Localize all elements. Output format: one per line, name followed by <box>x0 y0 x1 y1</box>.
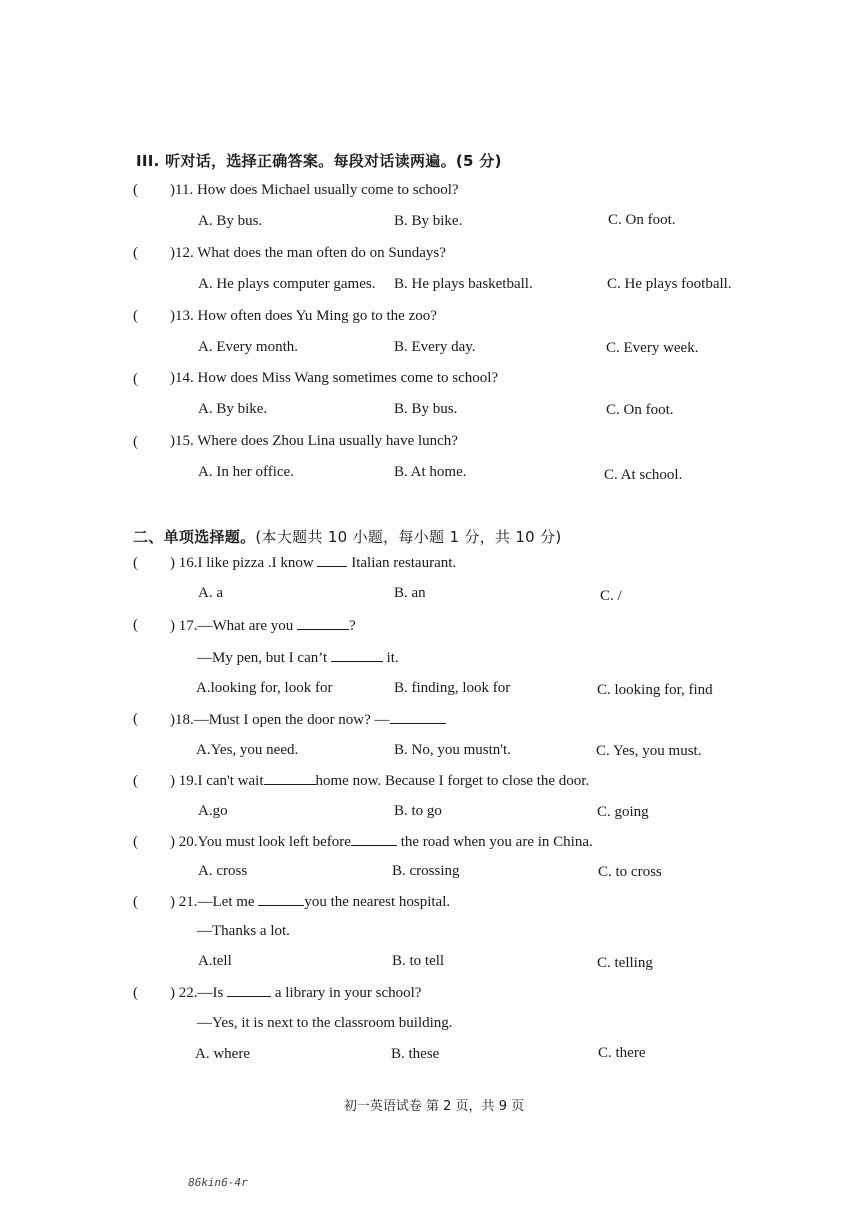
option-15-a: A. In her office. <box>198 464 294 480</box>
question-11: )11. How does Michael usually come to school? <box>170 182 459 198</box>
section-2-note: (本大题共 10 小题，每小题 1 分，共 10 分) <box>255 528 562 546</box>
option-16-c: C. / <box>600 588 622 604</box>
question-21-line-2: —Thanks a lot. <box>197 923 290 939</box>
option-19-c: C. going <box>597 804 649 820</box>
section-2-heading <box>133 526 562 547</box>
question-16: ) 16.I like pizza .I know Italian restaurant. <box>170 555 457 571</box>
option-18-c: C. Yes, you must. <box>596 743 702 759</box>
option-14-a: A. By bike. <box>198 401 268 417</box>
question-12: )12. What does the man often do on Sundays? <box>170 245 446 261</box>
question-17-line-2: —My pen, but I can’t it. <box>197 650 399 666</box>
question-13: )13. How often does Yu Ming go to the zoo? <box>170 308 437 324</box>
option-16-a: A. a <box>198 585 223 601</box>
answer-paren: ( <box>133 834 138 850</box>
option-21-b: B. to tell <box>392 953 445 969</box>
fill-blank <box>390 711 446 724</box>
answer-paren: ( <box>133 308 138 324</box>
option-17-b: B. finding, look for <box>394 680 511 696</box>
answer-paren: ( <box>133 371 138 387</box>
option-18-b: B. No, you mustn't. <box>394 742 511 758</box>
option-12-a: A. He plays computer games. <box>198 276 376 292</box>
option-22-b: B. these <box>391 1046 440 1062</box>
fill-blank <box>297 617 349 630</box>
fill-blank <box>331 649 383 662</box>
option-12-b: B. He plays basketball. <box>394 276 533 292</box>
question-20: ) 20.You must look left before the road when you are in China. <box>170 834 593 850</box>
option-22-c: C. there <box>598 1045 646 1061</box>
option-20-b: B. crossing <box>392 863 460 879</box>
option-13-c: C. Every week. <box>606 340 699 356</box>
option-17-a: A.looking for, look for <box>196 680 333 696</box>
answer-paren: ( <box>133 773 138 789</box>
question-15: )15. Where does Zhou Lina usually have lunch? <box>170 433 458 449</box>
option-16-b: B. an <box>394 585 426 601</box>
fill-blank <box>317 554 347 567</box>
option-12-c: C. He plays football. <box>607 276 732 292</box>
question-22: ) 22.—Is a library in your school? <box>170 985 422 1001</box>
question-14: )14. How does Miss Wang sometimes come to school? <box>170 370 499 386</box>
option-11-c: C. On foot. <box>608 212 676 228</box>
option-11-b: B. By bike. <box>394 213 463 229</box>
option-20-c: C. to cross <box>598 864 662 880</box>
option-15-b: B. At home. <box>394 464 467 480</box>
fill-blank <box>264 772 316 785</box>
section-3-heading: III. 听对话，选择正确答案。每段对话读两遍。(5 分) <box>136 152 502 170</box>
option-22-a: A. where <box>195 1046 250 1062</box>
option-19-b: B. to go <box>394 803 442 819</box>
question-21: ) 21.—Let me you the nearest hospital. <box>170 894 451 910</box>
option-15-c: C. At school. <box>604 467 683 483</box>
option-21-a: A.tell <box>198 953 232 969</box>
section-2-title: 二、单项选择题。 <box>133 528 256 546</box>
option-20-a: A. cross <box>198 863 248 879</box>
question-17: ) 17.—What are you ? <box>170 618 356 634</box>
answer-paren: ( <box>133 985 138 1001</box>
question-19: ) 19.I can't wait home now. Because I forget to close the door. <box>170 773 590 789</box>
option-13-b: B. Every day. <box>394 339 476 355</box>
answer-paren: ( <box>133 894 138 910</box>
option-18-a: A.Yes, you need. <box>196 742 299 758</box>
answer-paren: ( <box>133 182 138 198</box>
fill-blank <box>258 893 304 906</box>
handwritten-mark: 86kin6-4r <box>186 1176 249 1189</box>
option-19-a: A.go <box>198 803 228 819</box>
option-17-c: C. looking for, find <box>597 682 713 698</box>
option-14-c: C. On foot. <box>606 402 674 418</box>
option-21-c: C. telling <box>597 955 653 971</box>
answer-paren: ( <box>133 711 138 727</box>
answer-paren: ( <box>133 555 138 571</box>
fill-blank <box>227 984 271 997</box>
option-11-a: A. By bus. <box>198 213 263 229</box>
fill-blank <box>351 833 397 846</box>
option-13-a: A. Every month. <box>198 339 298 355</box>
answer-paren: ( <box>133 245 138 261</box>
page-footer: 初一英语试卷 第 2 页，共 9 页 <box>343 1099 525 1114</box>
question-22-line-2: —Yes, it is next to the classroom building. <box>197 1015 453 1031</box>
question-18: )18.—Must I open the door now? — <box>170 711 446 729</box>
answer-paren: ( <box>133 434 138 450</box>
answer-paren: ( <box>133 617 138 633</box>
option-14-b: B. By bus. <box>394 401 458 417</box>
